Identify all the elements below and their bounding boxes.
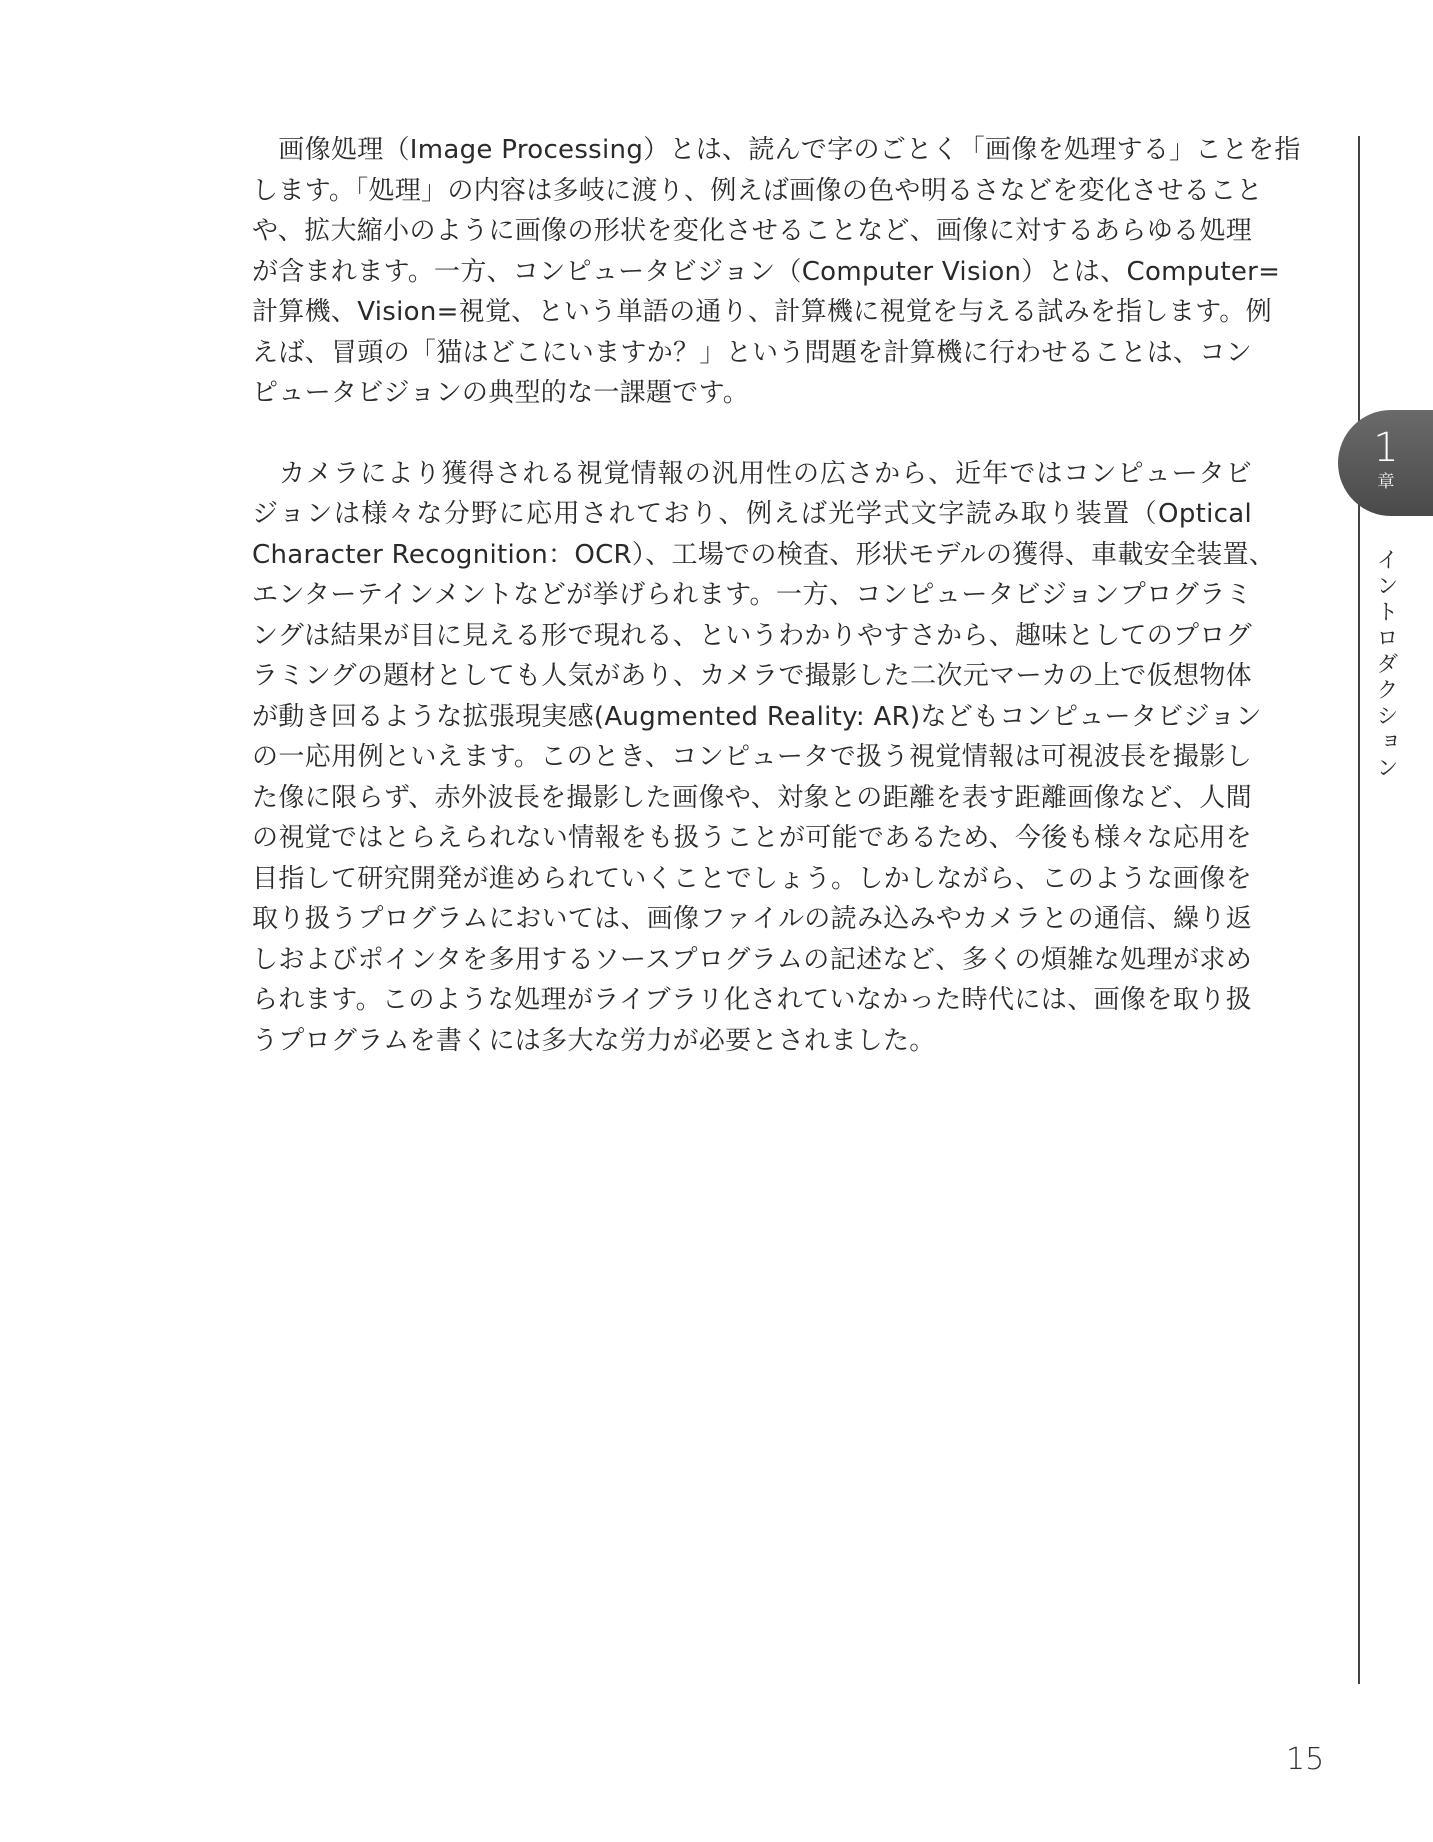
page-number: 15 (1286, 1742, 1325, 1777)
paragraph-1 (252, 130, 1301, 414)
paragraph-1-line: が含まれます。一方、コンピュータビジョン（Computer Vision）とは、Computer= (252, 256, 1281, 287)
paragraph-2-line: られます。このような処理がライブラリ化されていなかった時代には、画像を取り扱 (252, 985, 1252, 1015)
side-rule-divider (1358, 136, 1360, 1684)
paragraph-2-line: Character Recognition：OCR）、工場での検査、形状モデルの獲得、車載安全装置、 (252, 539, 1276, 570)
chapter-number: 1 (1373, 425, 1399, 471)
chapter-label: 章 (1377, 472, 1395, 492)
paragraph-2-line: ングは結果が目に見える形で現れる、というわかりやすさから、趣味としてのプログ (252, 620, 1252, 651)
paragraph-gap (252, 414, 1252, 454)
paragraph-2-line: の一応用例といえます。このとき、コンピュータで扱う視覚情報は可視波長を撮影し (252, 742, 1252, 772)
paragraph-1-line: します。「処理」の内容は多岐に渡り、例えば画像の色や明るさなどを変化させること (252, 175, 1263, 206)
paragraph-1-line: 画像処理（Image Processing）とは、読んで字のごとく「画像を処理する」ことを指 (252, 135, 1301, 165)
paragraph-2-line: の視覚ではとらえられない情報をも扱うことが可能であるため、今後も様々な応用を (252, 823, 1252, 853)
paragraph-2-line: カメラにより獲得される視覚情報の汎用性の広さから、近年ではコンピュータビ (252, 458, 1252, 489)
paragraph-2-line: エンターテインメントなどが挙げられます。一方、コンピュータビジョンプログラミ (252, 580, 1252, 610)
paragraph-1-line: えば、冒頭の「猫はどこにいますか？」という問題を計算機に行わせることは、コン (252, 337, 1252, 368)
paragraph-2-line: 取り扱うプログラムにおいては、画像ファイルの読み込みやカメラとの通信、繰り返 (252, 904, 1252, 934)
chapter-tab (1338, 410, 1433, 516)
chapter-title: イントロダクション (1373, 548, 1398, 782)
paragraph-2-line: うプログラムを書くには多大な労力が必要とされました。 (252, 1025, 936, 1056)
paragraph-2-line: しおよびポインタを多用するソースプログラムの記述など、多くの煩雑な処理が求め (252, 944, 1252, 975)
body-text (252, 130, 1301, 1061)
paragraph-2 (252, 454, 1276, 1062)
paragraph-2-line: 目指して研究開発が進められていくことでしょう。しかしながら、このような画像を (252, 863, 1252, 894)
paragraph-2-line: ジョンは様々な分野に応用されており、例えば光学式文字読み取り装置（Optical (252, 499, 1252, 529)
paragraph-2-line: た像に限らず、赤外波長を撮影した画像や、対象との距離を表す距離画像など、人間 (252, 782, 1252, 813)
paragraph-2-line: が動き回るような拡張現実感(Augmented Reality: AR)などもコンピュータビジョン (252, 701, 1262, 732)
paragraph-1-line: や、拡大縮小のように画像の形状を変化させることなど、画像に対するあらゆる処理 (252, 216, 1252, 246)
paragraph-1-line: ピュータビジョンの典型的な一課題です。 (252, 378, 750, 408)
paragraph-2-line: ラミングの題材としても人気があり、カメラで撮影した二次元マーカの上で仮想物体 (252, 661, 1252, 691)
paragraph-1-line: 計算機、Vision=視覚、という単語の通り、計算機に視覚を与える試みを指します。例 (252, 297, 1272, 327)
